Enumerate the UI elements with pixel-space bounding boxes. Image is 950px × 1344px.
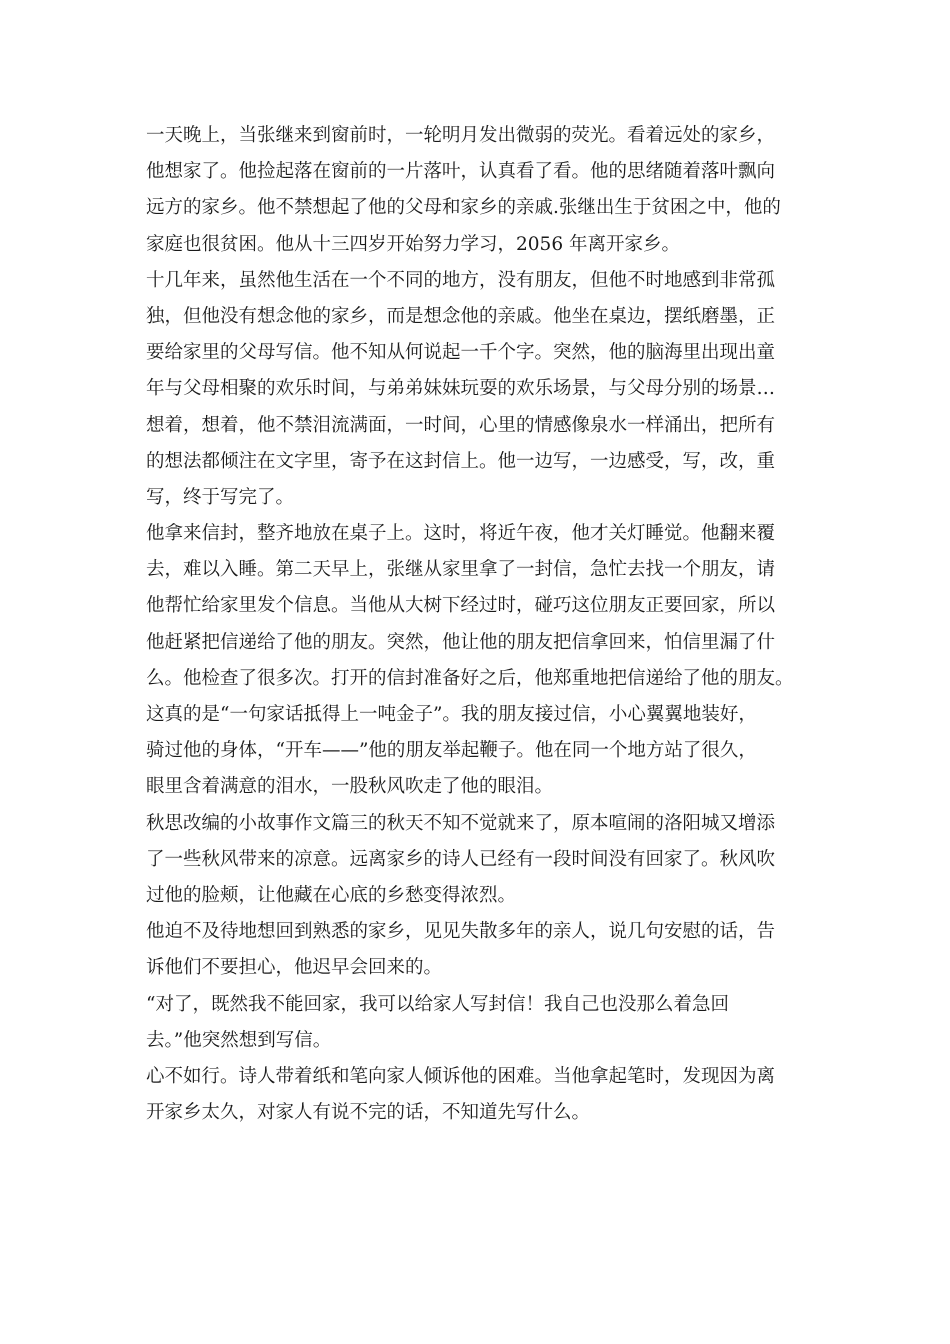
- text-line: 他赶紧把信递给了他的朋友。突然，他让他的朋友把信拿回来，怕信里漏了什: [146, 631, 776, 653]
- text-line: 这真的是“一句家话抵得上一吨金子”。我的朋友接过信，小心翼翼地装好，: [146, 704, 757, 725]
- text-line: 了一些秋风带来的凉意。远离家乡的诗人已经有一段时间没有回家了。秋风吹: [146, 848, 776, 870]
- text-line: 的想法都倾注在文字里，寄予在这封信上。他一边写，一边感受，写，改，重: [146, 450, 776, 472]
- text-line: 去。”他突然想到写信。: [146, 1029, 332, 1051]
- text-line: 写，终于写完了。: [146, 486, 295, 508]
- text-line: 十几年来，虽然他生活在一个不同的地方，没有朋友，但他不时地感到非常孤: [146, 269, 776, 291]
- text-line: 他帮忙给家里发个信息。当他从大树下经过时，碰巧这位朋友正要回家，所以: [146, 595, 776, 617]
- text-line: 骑过他的身体，“开车——”他的朋友举起鞭子。他在同一个地方站了很久，: [146, 740, 757, 762]
- text-line: 秋思改编的小故事作文篇三的秋天不知不觉就来了，原本喧闹的洛阳城又增添: [146, 812, 776, 834]
- body-text: [146, 118, 826, 1131]
- text-line: 他拿来信封，整齐地放在桌子上。这时，将近午夜，他才关灯睡觉。他翻来覆: [146, 523, 776, 545]
- text-line: “对了，既然我不能回家，我可以给家人写封信！我自己也没那么着急回: [146, 993, 729, 1015]
- text-line: 去，难以入睡。第二天早上，张继从家里拿了一封信，急忙去找一个朋友，请: [146, 559, 776, 581]
- text-line: 年与父母相聚的欢乐时间，与弟弟妹妹玩耍的欢乐场景，与父母分别的场景…: [146, 378, 776, 400]
- text-line: 家庭也很贫困。他从十三四岁开始努力学习，2056 年离开家乡。: [146, 233, 680, 255]
- text-line: 远方的家乡。他不禁想起了他的父母和家乡的亲戚.张继出生于贫困之中，他的: [146, 197, 781, 219]
- text-line: 一天晚上，当张继来到窗前时，一轮明月发出微弱的荧光。看着远处的家乡，: [146, 125, 776, 146]
- text-line: 过他的脸颊，让他藏在心底的乡愁变得浓烈。: [146, 884, 517, 906]
- text-line: 么。他检查了很多次。打开的信封准备好之后，他郑重地把信递给了他的朋友。: [146, 667, 794, 689]
- text-line: 开家乡太久，对家人有说不完的话，不知道先写什么。: [146, 1102, 591, 1124]
- text-line: 他迫不及待地想回到熟悉的家乡，见见失散多年的亲人，说几句安慰的话，告: [146, 921, 776, 943]
- text-line: 心不如行。诗人带着纸和笔向家人倾诉他的困难。当他拿起笔时，发现因为离: [146, 1065, 776, 1087]
- text-line: 诉他们不要担心，他迟早会回来的。: [146, 957, 443, 979]
- text-line: 眼里含着满意的泪水，一股秋风吹走了他的眼泪。: [146, 776, 554, 798]
- text-line: 想着，想着，他不禁泪流满面，一时间，心里的情感像泉水一样涌出，把所有: [146, 414, 776, 436]
- text-line: 他想家了。他捡起落在窗前的一片落叶，认真看了看。他的思绪随着落叶飘向: [146, 161, 776, 183]
- text-line: 要给家里的父母写信。他不知从何说起一千个字。突然，他的脑海里出现出童: [146, 342, 776, 364]
- text-line: 独，但他没有想念他的家乡，而是想念他的亲戚。他坐在桌边，摆纸磨墨，正: [146, 305, 776, 327]
